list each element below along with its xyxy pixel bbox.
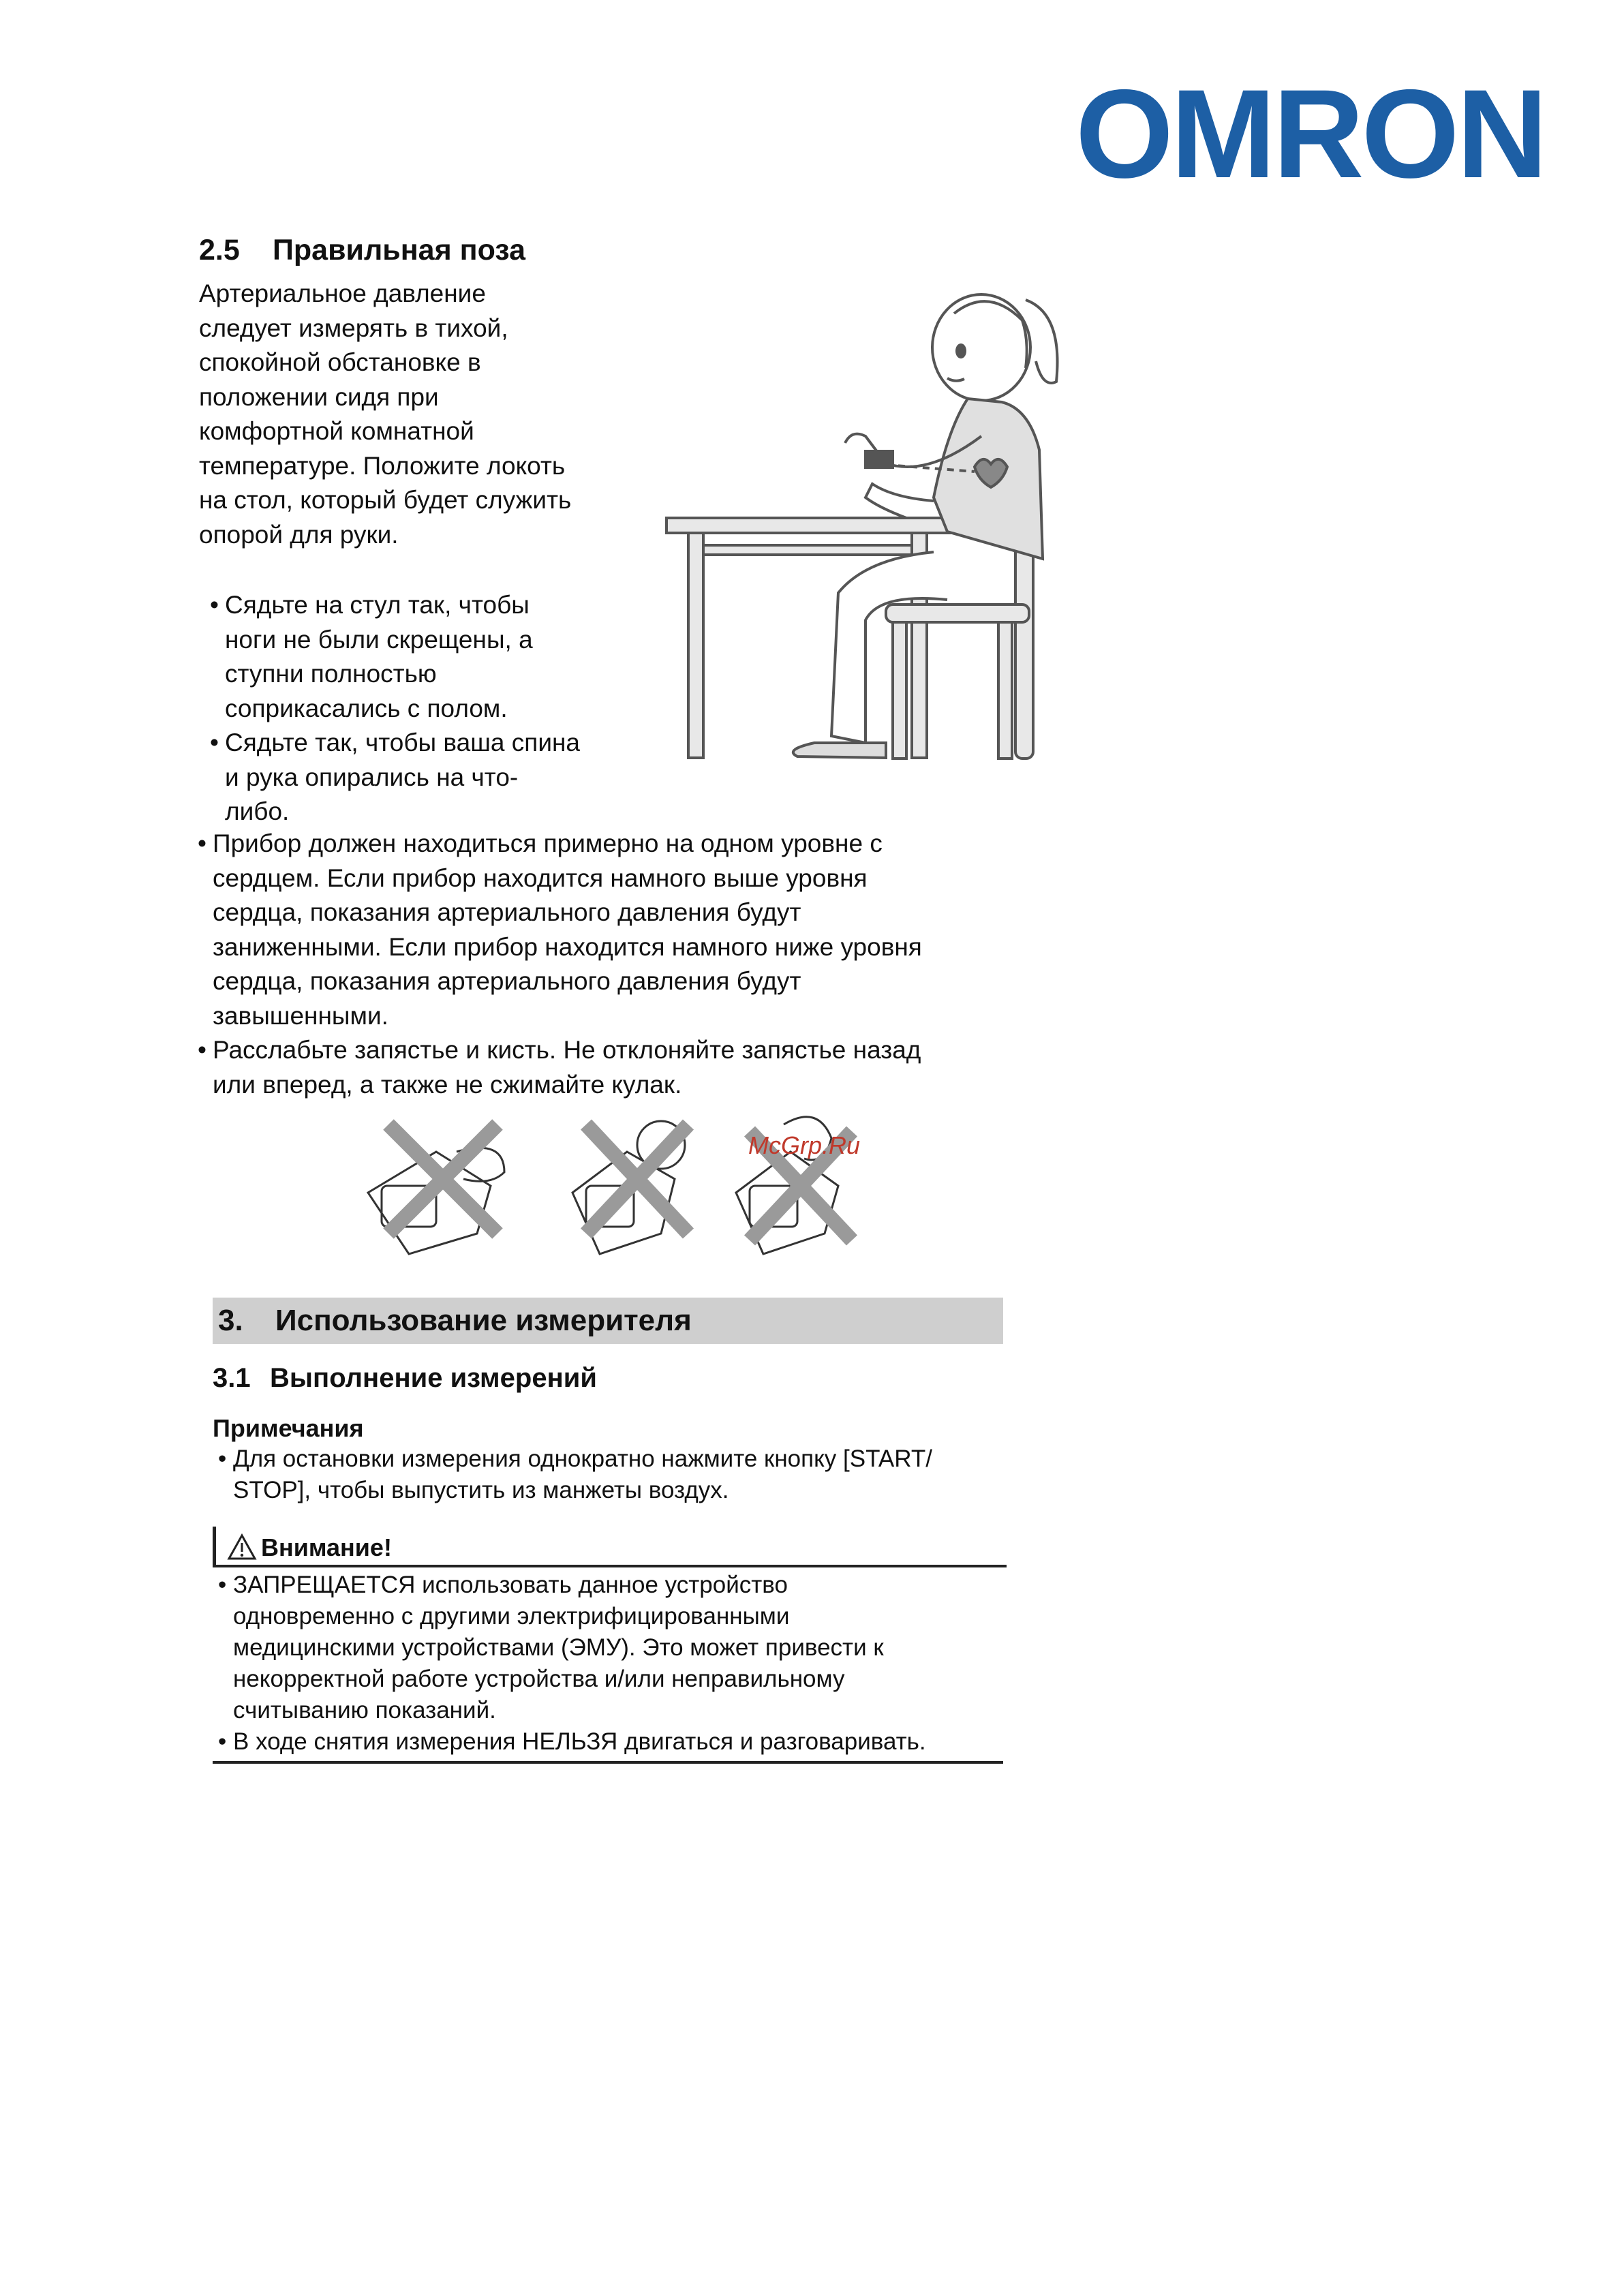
incorrect-wrist-positions-illustration [354,1097,900,1274]
section-number: 3. [218,1304,243,1337]
caution-heading: Внимание! [261,1533,392,1561]
list-item: • Расслабьте запястье и кисть. Не отклоняйте запястье назад или вперед, а также не сжимайте кулак. [198,1033,1015,1102]
list-item: • В ходе снятия измерения НЕЛЬЗЯ двигаться и разговаривать. [218,1726,1009,1758]
section-title: Выполнение измерений [270,1363,597,1393]
list-item: • Сядьте так, чтобы ваша спина и рука опирались на что- либо. [210,726,646,829]
notes-heading: Примечания [213,1414,364,1442]
caution-list [218,1570,1009,1758]
list-item: • Прибор должен находиться примерно на одном уровне с сердцем. Если прибор находится намного выше уровня сердца, показания артериального давления будут заниженными. Если прибор находится намного ниже уровня сердца, показания артериального давления будут завышенными. [198,827,1015,1033]
posture-bullets [210,588,646,829]
text-line: спокойной обстановке в [199,348,481,376]
section-title: Использование измерителя [275,1304,692,1337]
wrist-bent-back-example [368,1124,504,1254]
warning-triangle-icon [227,1533,257,1561]
list-item: • ЗАПРЕЩАЕТСЯ использовать данное устройство одновременно с другими электрифицированными медицинскими устройствами (ЭМУ). Это может привести к некорректной работе устройства и/или неправильному считыванию показаний. [218,1570,1009,1726]
notes-list [218,1443,1009,1506]
watermark-text: McGrp.Ru [748,1131,861,1159]
list-item: • Для остановки измерения однократно нажмите кнопку [START/ STOP], чтобы выпустить из манжеты воздух. [218,1443,1009,1506]
caution-header [213,1527,1007,1567]
device-level-bullets [198,827,1015,1102]
section-number: 2.5 [199,234,240,266]
intro-paragraph [199,277,635,552]
text-line: Артериальное давление [199,279,486,307]
text-line: на стол, который будет служить [199,486,572,514]
caution-bottom-rule [213,1761,1003,1764]
sitting-posture-illustration [661,273,1070,763]
section-3-1-heading [213,1363,597,1394]
section-3-heading [213,1298,1003,1344]
text-line: следует измерять в тихой, [199,313,508,342]
clenched-fist-example [572,1121,688,1254]
section-2-5-heading [199,234,525,267]
list-item: • Сядьте на стул так, чтобы ноги не были скрещены, а ступни полностью соприкасались с полом. [210,588,646,726]
text-line: положении сидя при [199,382,439,411]
omron-logo: OMRON [1075,64,1546,204]
text-line: температуре. Положите локоть [199,451,566,480]
section-title: Правильная поза [273,234,526,266]
text-line: комфортной комнатной [199,417,474,445]
text-line: опорой для руки. [199,520,399,549]
section-number: 3.1 [213,1363,251,1393]
